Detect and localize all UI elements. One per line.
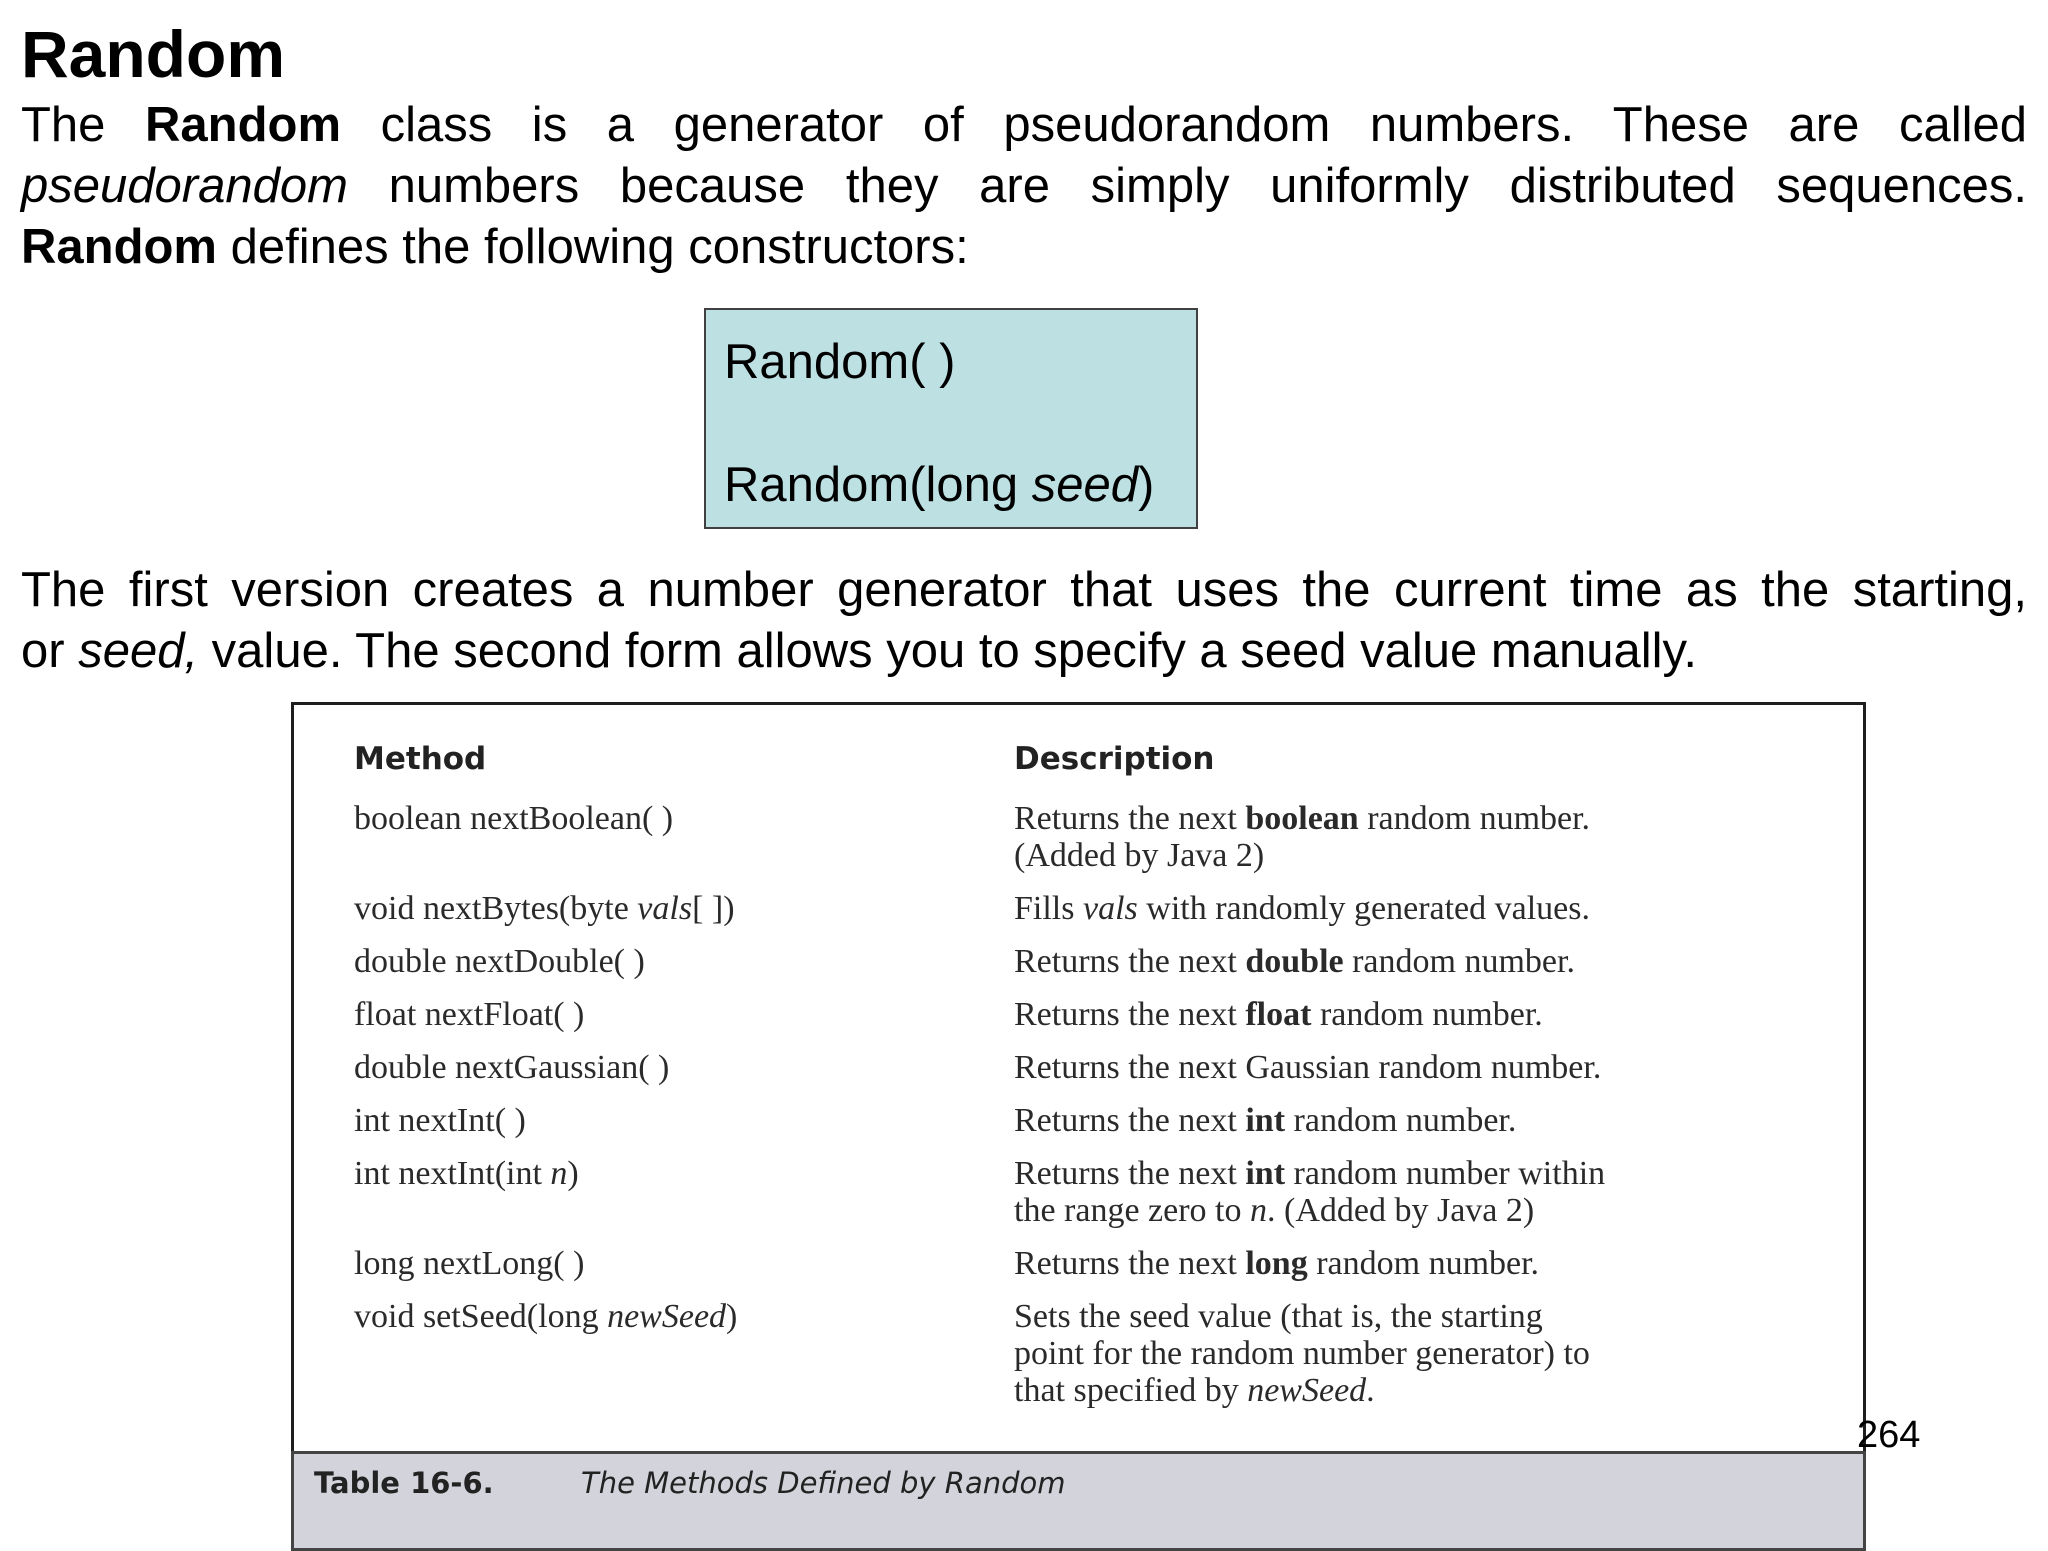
method-text: [ ]) — [692, 890, 735, 927]
description-cell-line-2: point for the random number generator) to — [1014, 1335, 1590, 1372]
constructor-default: Random( ) — [724, 335, 956, 389]
method-text: ) — [726, 1298, 738, 1335]
description-param: n — [1250, 1192, 1267, 1229]
description-text: Returns the next — [1014, 800, 1246, 837]
followup-or: or — [21, 624, 79, 678]
description-cell — [1014, 1155, 1605, 1192]
method-text: void setSeed(long — [354, 1298, 608, 1335]
description-text: random number within — [1285, 1155, 1606, 1192]
description-cell — [1014, 1102, 1516, 1139]
followup-paragraph — [21, 560, 2027, 682]
constructor-seed-suffix: ) — [1138, 458, 1155, 512]
description-keyword: double — [1245, 943, 1344, 980]
method-cell — [354, 890, 735, 927]
description-text: random number. — [1358, 800, 1591, 837]
description-keyword: float — [1245, 996, 1312, 1033]
description-text: Returns the next — [1014, 996, 1246, 1033]
intro-pseudorandom-italic: pseudorandom — [21, 159, 348, 213]
description-cell — [1014, 943, 1575, 980]
method-text: int nextInt(int — [354, 1155, 551, 1192]
method-param: newSeed — [607, 1298, 727, 1335]
method-cell: long nextLong( ) — [354, 1245, 585, 1282]
description-text: that specified by — [1014, 1372, 1248, 1409]
description-text: Fills — [1014, 890, 1083, 927]
method-text: void nextBytes(byte — [354, 890, 638, 927]
method-param: vals — [637, 890, 693, 927]
intro-paragraph — [21, 95, 2027, 278]
followup-line-1: The first version creates a number generator that uses the current time as the starting, — [21, 563, 2027, 617]
followup-line-2-rest: value. The second form allows you to specify a seed value manually. — [198, 624, 1697, 678]
method-cell: boolean nextBoolean( ) — [354, 800, 674, 837]
method-cell — [354, 1155, 579, 1192]
methods-table — [291, 702, 1866, 1455]
method-param: n — [550, 1155, 568, 1192]
caption-label: Table 16-6. — [314, 1466, 494, 1500]
description-keyword: int — [1245, 1102, 1286, 1139]
description-text: the range zero to — [1014, 1192, 1250, 1229]
description-text: Returns the next — [1014, 1102, 1246, 1139]
description-cell-line-2: (Added by Java 2) — [1014, 837, 1265, 874]
constructors-box — [704, 308, 1198, 529]
description-cell — [1014, 1245, 1539, 1282]
followup-seed-italic: seed, — [78, 624, 199, 678]
description-text: . (Added by Java 2) — [1267, 1192, 1535, 1229]
method-text: ) — [567, 1155, 579, 1192]
intro-line-3 — [21, 217, 2027, 278]
column-header-method: Method — [354, 741, 487, 777]
description-cell-line-2 — [1014, 1192, 1534, 1229]
constructor-seed-param: seed — [1031, 458, 1139, 512]
intro-random-bold-2: Random — [21, 220, 217, 274]
description-text: Returns the next — [1014, 943, 1246, 980]
page-number: 264 — [1857, 1414, 1921, 1456]
constructor-seed-prefix: Random(long — [724, 458, 1032, 512]
description-text: Returns the next — [1014, 1155, 1246, 1192]
description-cell — [1014, 890, 1590, 927]
followup-line-2 — [21, 621, 2027, 682]
caption-text: The Methods Defined by Random — [581, 1466, 1066, 1500]
method-cell: int nextInt( ) — [354, 1102, 526, 1139]
description-param: newSeed — [1247, 1372, 1367, 1409]
method-cell — [354, 1298, 737, 1335]
method-cell: double nextDouble( ) — [354, 943, 645, 980]
description-keyword: boolean — [1245, 800, 1359, 837]
description-text: random number. — [1311, 996, 1543, 1033]
column-header-description: Description — [1014, 741, 1215, 777]
intro-line-1-rest: class is a generator of pseudorandom numbers. These are called — [380, 98, 2027, 152]
description-keyword: int — [1245, 1155, 1286, 1192]
description-text: Returns the next — [1014, 1245, 1246, 1282]
description-cell — [1014, 996, 1543, 1033]
page-title: Random — [21, 17, 285, 91]
intro-line-2 — [21, 156, 2027, 217]
intro-line-2-rest: numbers because they are simply uniformly distributed sequences. — [388, 159, 2027, 213]
description-keyword: long — [1245, 1245, 1308, 1282]
method-cell: float nextFloat( ) — [354, 996, 585, 1033]
intro-the: The — [21, 98, 106, 152]
constructor-seed — [724, 455, 1154, 515]
description-text: random number. — [1343, 943, 1575, 980]
description-text: random number. — [1307, 1245, 1540, 1282]
description-cell: Returns the next Gaussian random number. — [1014, 1049, 1602, 1086]
description-cell — [1014, 800, 1590, 837]
intro-line-1 — [21, 95, 2027, 156]
description-text: . — [1366, 1372, 1375, 1409]
description-cell: Sets the seed value (that is, the starting — [1014, 1298, 1543, 1335]
intro-random-bold: Random — [145, 98, 342, 152]
description-param: vals — [1082, 890, 1138, 927]
intro-line-3-rest: defines the following constructors: — [230, 220, 969, 274]
description-cell-line-3 — [1014, 1372, 1375, 1409]
method-cell: double nextGaussian( ) — [354, 1049, 670, 1086]
description-text: with randomly generated values. — [1137, 890, 1591, 927]
table-caption — [291, 1451, 1866, 1551]
description-text: random number. — [1285, 1102, 1517, 1139]
